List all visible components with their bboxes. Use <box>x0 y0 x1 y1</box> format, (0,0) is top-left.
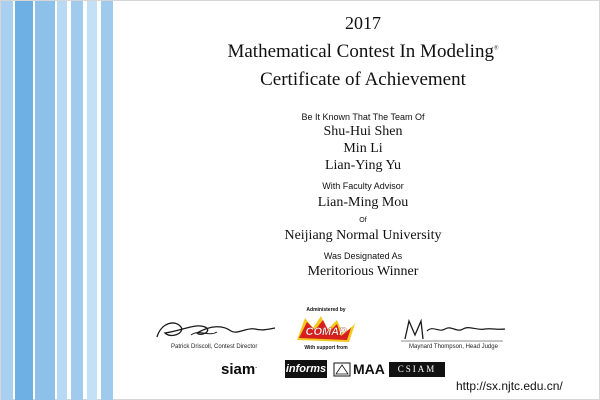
decorative-stripes <box>1 1 125 400</box>
team-member: Min Li <box>343 141 383 156</box>
siam-mark: . <box>255 364 257 370</box>
comap-logo <box>291 314 361 344</box>
team-intro: Be It Known That The Team Of <box>301 112 425 122</box>
university-name: Neijiang Normal University <box>284 228 442 243</box>
maa-seal-icon <box>333 362 351 377</box>
certificate-title: Certificate of Achievement <box>260 69 466 90</box>
stripe <box>71 1 83 400</box>
stripe <box>35 1 55 400</box>
stripe <box>101 1 113 400</box>
award-title: Meritorious Winner <box>307 264 419 279</box>
informs-logo: informs <box>285 360 327 378</box>
advisor-intro: With Faculty Advisor <box>322 181 404 191</box>
director-caption: Patrick Driscoll, Contest Director <box>171 344 258 350</box>
director-signature <box>151 317 281 343</box>
team-member: Lian-Ying Yu <box>324 158 402 173</box>
contest-title <box>125 41 600 63</box>
watermark-url: http://sx.njtc.edu.cn/ <box>456 379 563 393</box>
of-label: Of <box>359 217 367 224</box>
csiam-logo: CSIAM <box>389 362 445 377</box>
designation-intro: Was Designated As <box>323 251 403 261</box>
certificate-year: 2017 <box>345 13 381 33</box>
maa-logo: MAA <box>353 361 385 377</box>
contest-title-text: Mathematical Contest In Modeling <box>227 41 494 62</box>
siam-logo <box>221 361 257 378</box>
team-member: Shu-Hui Shen <box>323 124 403 139</box>
registered-mark: ® <box>493 45 499 52</box>
with-support-label: With support from <box>304 345 348 351</box>
stripe <box>1 1 13 400</box>
faculty-advisor: Lian-Ming Mou <box>317 195 409 210</box>
stripe <box>57 1 67 400</box>
judge-caption: Maynard Thompson, Head Judge <box>409 344 498 350</box>
comap-block <box>291 307 361 355</box>
administered-by-label: Administered by <box>306 307 346 313</box>
stripe <box>15 1 33 400</box>
siam-wordmark: siam <box>221 361 256 378</box>
judge-signature <box>399 317 509 343</box>
comap-wordmark: COMAP <box>305 326 347 338</box>
stripe <box>87 1 97 400</box>
